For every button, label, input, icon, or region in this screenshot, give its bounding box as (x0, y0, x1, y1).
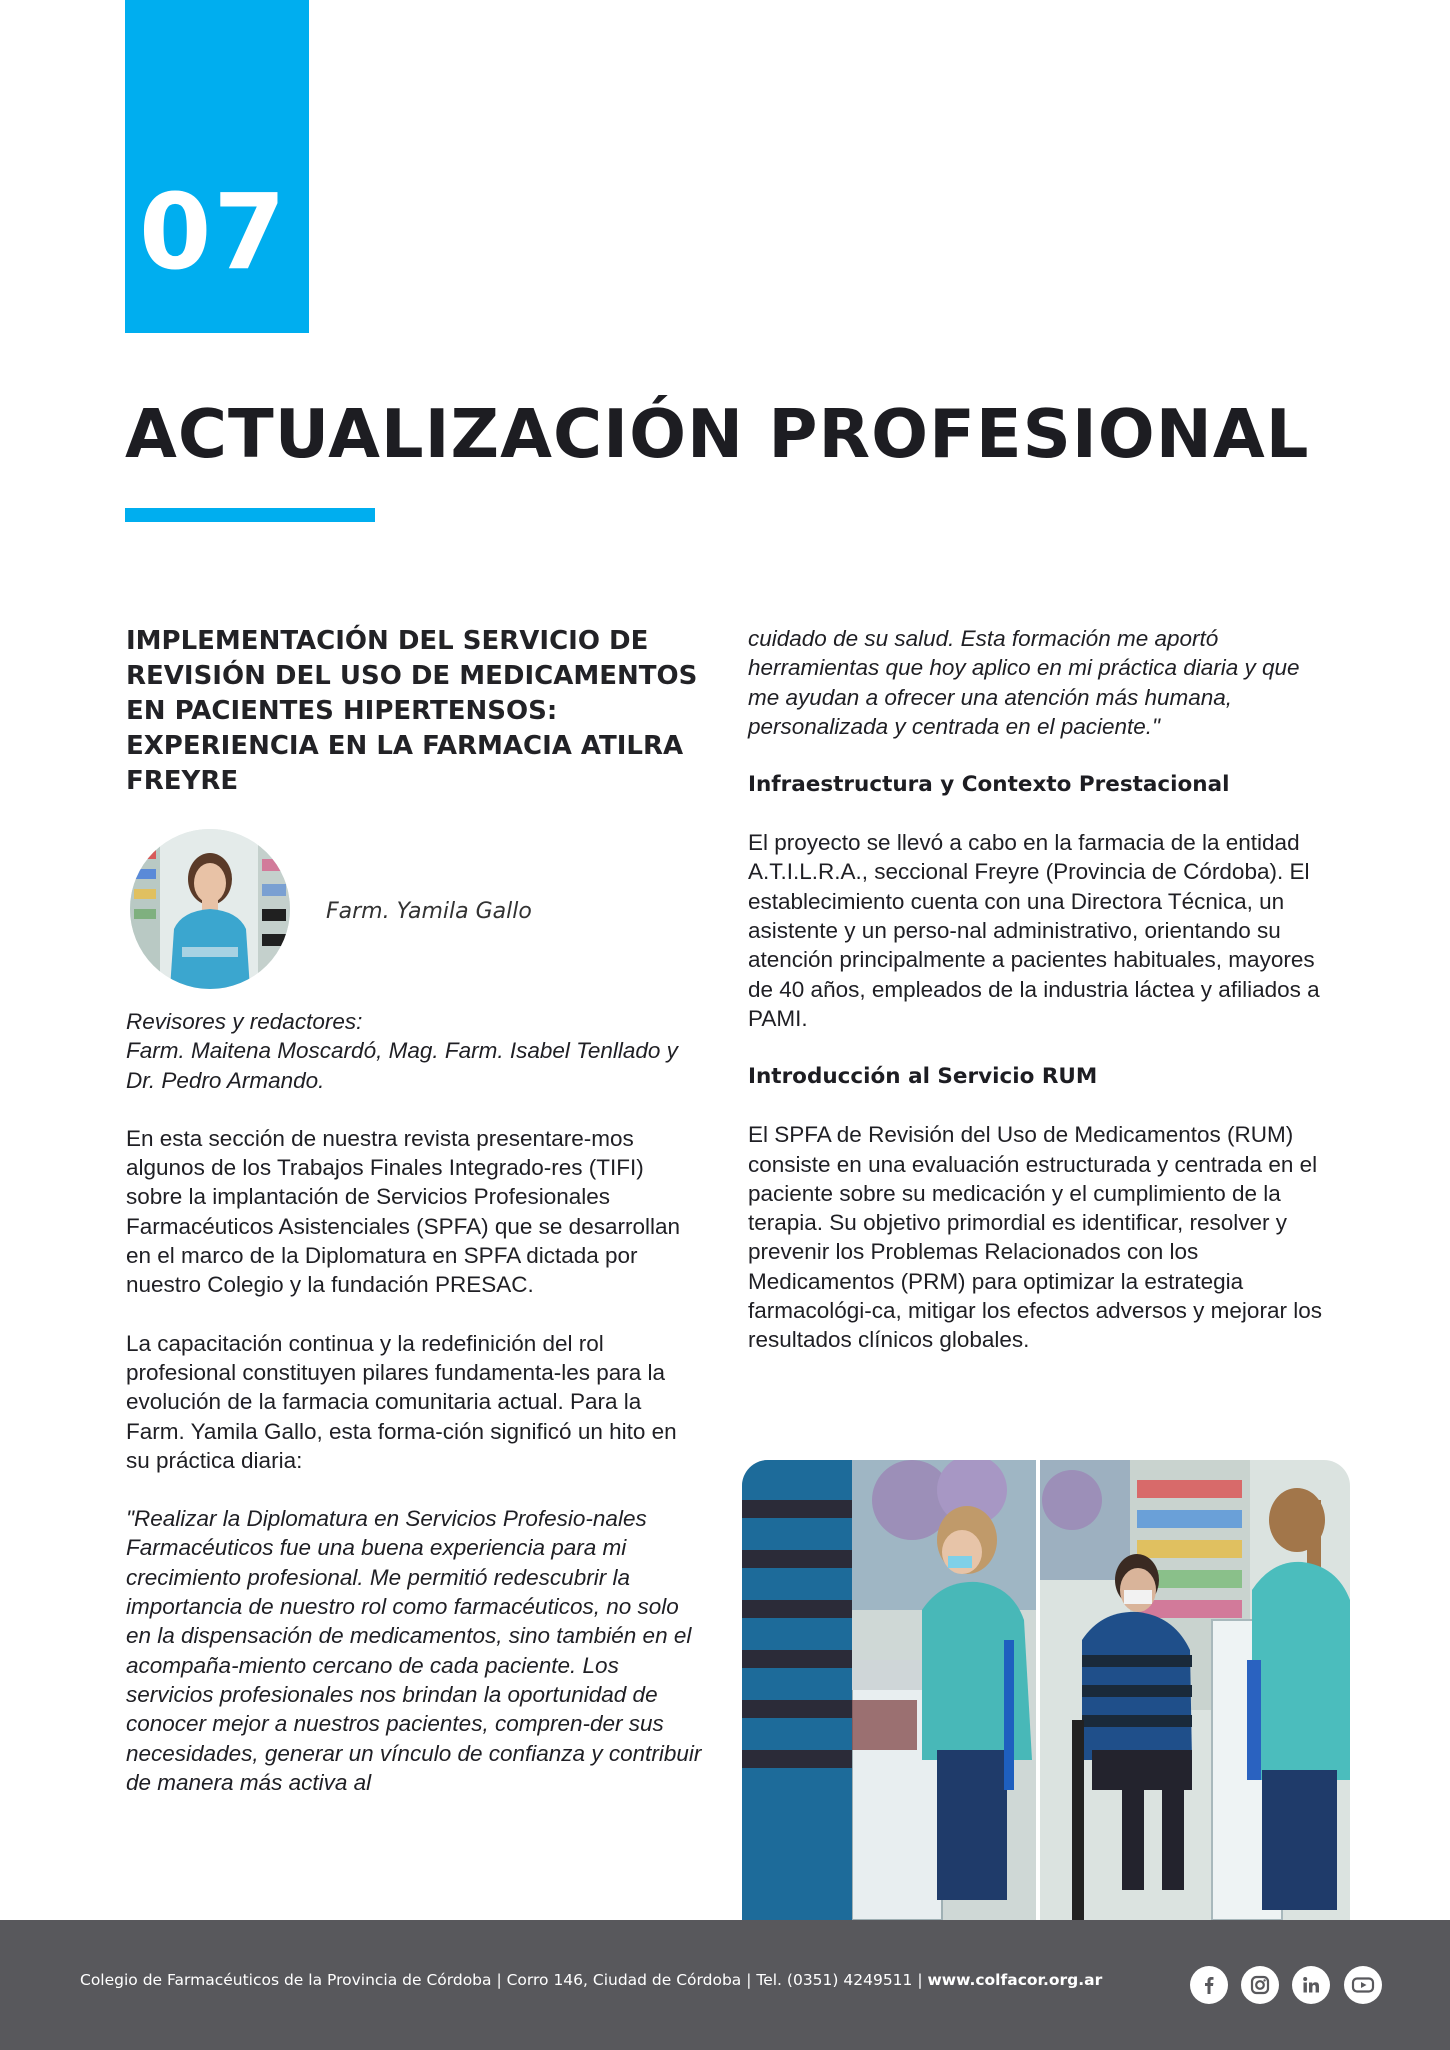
page-title: ACTUALIZACIÓN PROFESIONAL (125, 395, 1310, 473)
footer-website-link[interactable]: www.colfacor.org.ar (927, 1971, 1103, 1989)
author-row (126, 829, 706, 997)
section-number-block (125, 0, 309, 333)
article-heading: IMPLEMENTACIÓN DEL SERVICIO DE REVISIÓN DEL USO DE MEDICAMENTOS EN PACIENTES HIPERTENSOS: EXPERIENCIA EN LA FARMACIA ATILRA FREYRE (126, 626, 698, 796)
youtube-icon[interactable] (1344, 1966, 1382, 2004)
reviewers (126, 1007, 706, 1095)
testimonial-quote-part-2: cuidado de su salud. Esta formación me aportó herramientas que hoy aplico en mi práctica diaria y que me ayudan a ofrecer una atención más humana, personalizada y centrada en el paciente." (748, 626, 1300, 739)
footer (0, 1920, 1450, 2050)
footer-contact (80, 1971, 1102, 1989)
reviewers-label: Revisores y redactores: (126, 1009, 363, 1034)
intro-paragraph-2: La capacitación continua y la redefinición del rol profesional constituyen pilares fundamenta-les para la evolución de la farmacia comunitaria actual. Para la Farm. Yamila Gallo, esta forma-ción significó un hito en su práctica diaria: (126, 1330, 677, 1473)
author-name: Farm. Yamila Gallo (326, 899, 532, 924)
right-column (748, 624, 1328, 1384)
footer-address: Colegio de Farmacéuticos de la Provincia de Córdoba | Corro 146, Ciudad de Córdoba | Tel. (0351) 4249511 | (80, 1971, 928, 1989)
infrastructure-text: El proyecto se llevó a cabo en la farmacia de la entidad A.T.I.L.R.A., seccional Freyre (Provincia de Córdoba). El establecimiento cuenta con una Directora Técnica, un asistente y un perso-nal administrativo, orientando su atención principalmente a pacientes habituales, mayores de 40 años, empleados de la industria láctea y afiliados a PAMI. (748, 830, 1320, 1031)
reviewers-names: Farm. Maitena Moscardó, Mag. Farm. Isabel Tenllado y Dr. Pedro Armando. (126, 1038, 678, 1093)
infrastructure-heading: Infraestructura y Contexto Prestacional (748, 772, 1230, 798)
pharmacy-photos (742, 1460, 1350, 1920)
photo-left (742, 1460, 1036, 1920)
photo-right (1040, 1460, 1350, 1920)
intro-paragraph-1: En esta sección de nuestra revista presentare-mos algunos de los Trabajos Finales Integrado-res (TIFI) sobre la implantación de Servicios Profesionales Farmacéuticos Asistenciales (SPFA) que se desarrollan en el marco de la Diplomatura en SPFA dictada por nuestro Colegio y la fundación PRESAC. (126, 1125, 680, 1298)
rum-intro-heading: Introducción al Servicio RUM (748, 1064, 1098, 1090)
rum-intro-text: El SPFA de Revisión del Uso de Medicamentos (RUM) consiste en una evaluación estructurada y centrada en el paciente sobre su medicación y el cumplimiento de la terapia. Su objetivo primordial es identificar, resolver y prevenir los Problemas Relacionados con los Medicamentos (PRM) para optimizar la estrategia farmacológi-ca, mitigar los efectos adversos y mejorar los resultados clínicos globales. (748, 1122, 1322, 1353)
title-underline (125, 508, 375, 522)
linkedin-icon[interactable] (1292, 1966, 1330, 2004)
author-photo (130, 829, 290, 989)
section-number: 07 (139, 171, 288, 293)
testimonial-quote-part-1: "Realizar la Diplomatura en Servicios Profesio-nales Farmacéuticos fue una buena experiencia para mi crecimiento profesional. Me permitió redescubrir la importancia de nuestro rol como farmacéuticos, no solo en la dispensación de medicamentos, sino también en el acompaña-miento cercano de cada paciente. Los servicios profesionales nos brindan la oportunidad de conocer mejor a nuestros pacientes, compren-der sus necesidades, generar un vínculo de confianza y contribuir de manera más activa al (126, 1506, 702, 1795)
facebook-icon[interactable] (1190, 1966, 1228, 2004)
left-column (126, 624, 706, 1826)
instagram-icon[interactable] (1241, 1966, 1279, 2004)
